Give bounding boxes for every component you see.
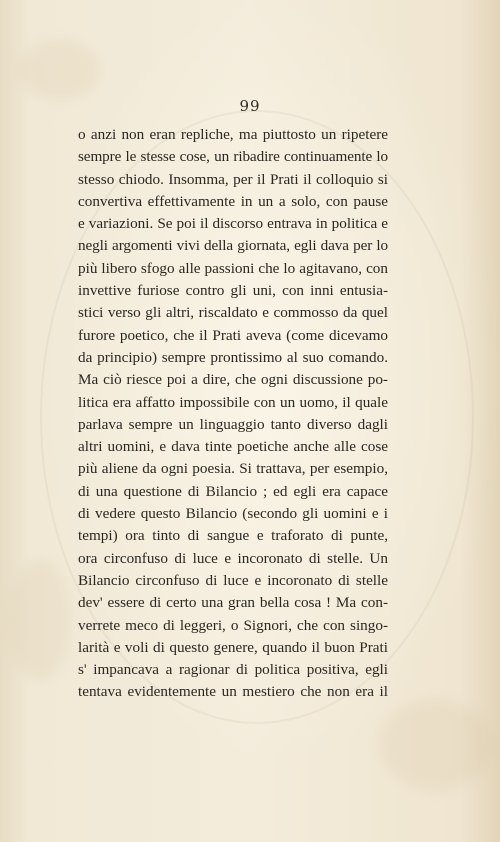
page-number: 99 (239, 97, 261, 115)
text-line: invettive furiose contro gli uni, con inni entusia- (78, 282, 388, 300)
text-line: verrete meco di leggeri, o Signori, che con singo- (78, 616, 388, 634)
text-line: s' impancava a ragionar di politica positiva, egli (78, 661, 388, 679)
text-line: Ma ciò riesce poi a dire, che ogni discussione po- (78, 371, 388, 389)
body-text (78, 124, 388, 704)
text-line: tempi) ora tinto di sangue e traforato di punte, (78, 527, 388, 545)
paper-stain (10, 560, 70, 680)
text-line: stesso chiodo. Insomma, per il Prati il colloquio si (78, 170, 388, 188)
text-line: convertiva effettivamente in un a solo, con pause (78, 192, 388, 210)
text-line: negli argomenti vivi della giornata, egli dava per lo (78, 237, 388, 255)
text-line: tentava evidentemente un mestiero che non era il (78, 683, 388, 701)
text-line: larità e voli di questo genere, quando il buon Prati (78, 638, 388, 656)
text-line: Bilancio circonfuso di luce e incoronato di stelle (78, 571, 388, 589)
paper-stain (380, 700, 490, 790)
text-line: da principio) sempre prontissimo al suo comando. (78, 348, 388, 366)
text-line: altri uomini, e dava tinte poetiche anche alle cose (78, 438, 388, 456)
text-line: di vedere questo Bilancio (secondo gli uomini e i (78, 505, 388, 523)
text-line: più libero sfogo alle passioni che lo agitavano, con (78, 259, 388, 277)
text-line: ora circonfuso di luce e incoronato di stelle. Un (78, 549, 388, 567)
text-line: furore poetico, che il Prati aveva (come dicevamo (78, 326, 388, 344)
paper-stain (20, 40, 100, 100)
text-line: di una questione di Bilancio ; ed egli era capace (78, 482, 388, 500)
text-line: e variazioni. Se poi il discorso entrava in politica e (78, 215, 388, 233)
text-line: più aliene da ogni poesia. Si trattava, per esempio, (78, 460, 388, 478)
text-line: parlava sempre un linguaggio tanto diverso dagli (78, 415, 388, 433)
text-line: o anzi non eran repliche, ma piuttosto un ripetere (78, 126, 388, 143)
text-line: litica era affatto impossibile con un uomo, il quale (78, 393, 388, 411)
text-line: sempre le stesse cose, un ribadire continuamente lo (78, 148, 388, 166)
text-line: dev' essere di certo una gran bella cosa ! Ma con- (78, 594, 388, 612)
text-line: stici verso gli altri, riscaldato e commosso da quel (78, 304, 388, 322)
